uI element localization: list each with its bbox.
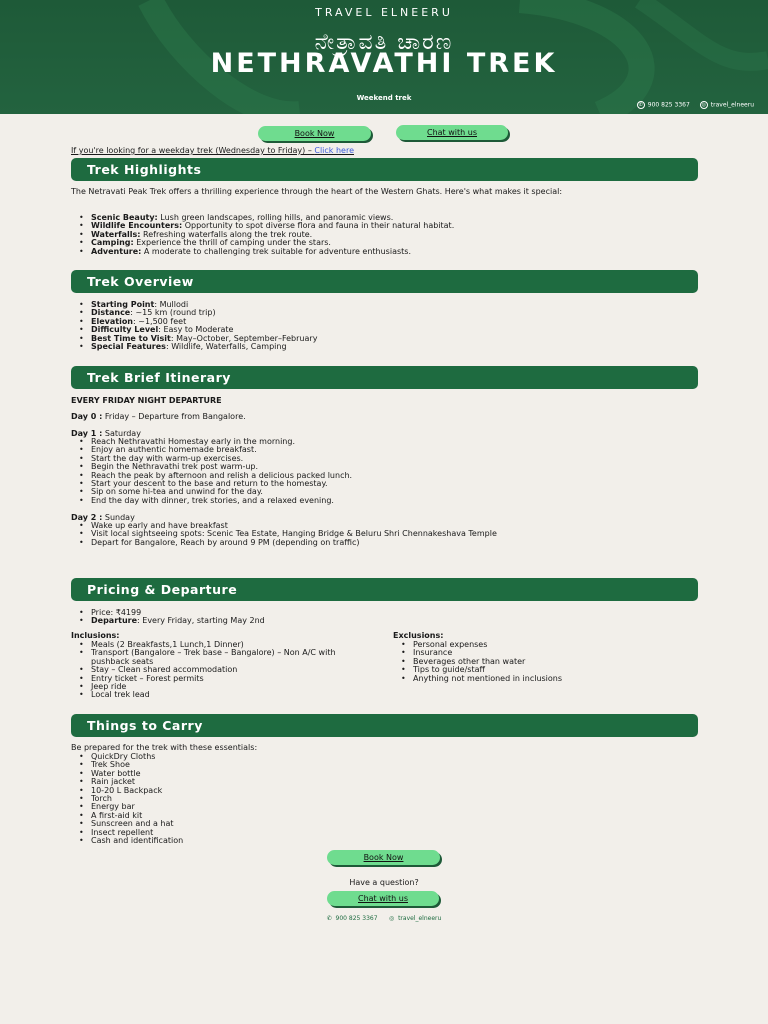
day1-item: • Start your descent to the base and return to the homestay. <box>71 480 698 488</box>
phone-icon: ✆ <box>638 102 643 108</box>
day0-text: Friday – Departure from Bangalore. <box>102 412 246 421</box>
day1-item: • End the day with dinner, trek stories, and a relaxed evening. <box>71 497 698 505</box>
section-heading-overview: Trek Overview <box>71 270 698 293</box>
instagram-icon: ◎ <box>389 915 395 922</box>
overview-item-label: Difficulty Level <box>91 325 159 335</box>
header-phone[interactable] <box>637 101 690 109</box>
page-title: NETHRAVATHI TREK <box>210 48 558 79</box>
carry-item: • Sunscreen and a hat <box>71 820 698 828</box>
weekday-link[interactable]: Click here <box>314 146 355 155</box>
footer-contacts <box>0 915 768 922</box>
overview-item-label: Best Time to Visit <box>91 333 171 343</box>
inclusion-item: • Meals (2 Breakfasts,1 Lunch,1 Dinner) <box>71 641 371 649</box>
day1-item: • Enjoy an authentic homemade breakfast. <box>71 446 698 454</box>
highlight-item-text: Opportunity to spot diverse flora and fauna in their natural habitat. <box>182 221 455 231</box>
day1-item: • Sip on some hi-tea and unwind for the day. <box>71 488 698 496</box>
day0 <box>71 413 246 421</box>
day2-list <box>71 522 671 547</box>
kannada-title: ನೇತ್ರಾವತಿ ಚಾರಣ <box>314 30 454 55</box>
carry-item: • A first-aid kit <box>71 812 698 820</box>
day2-label: Day 2 : <box>71 513 103 522</box>
exclusions-list <box>393 641 693 683</box>
header-phone-text: 900 825 3367 <box>647 101 690 109</box>
departure-label: Departure <box>91 616 138 626</box>
departure-text: : Every Friday, starting May 2nd <box>137 616 265 626</box>
highlight-item-text: Lush green landscapes, rolling hills, and panoramic views. <box>157 213 394 222</box>
overview-item-text: : ~15 km (round trip) <box>130 308 216 318</box>
highlight-item-text: A moderate to challenging trek suitable for adventure enthusiasts. <box>141 246 411 256</box>
day2-item: • Visit local sightseeing spots: Scenic Tea Estate, Hanging Bridge & Beluru Shri Chennakeshava Temple <box>71 530 671 538</box>
highlight-item-label: Waterfalls: <box>91 229 141 239</box>
footer-instagram[interactable] <box>389 915 441 922</box>
overview-item-label: Special Features <box>91 342 166 352</box>
section-heading-itinerary: Trek Brief Itinerary <box>71 366 698 389</box>
day1-label: Day 1 : <box>71 429 103 438</box>
highlights-list <box>71 214 698 256</box>
overview-item-label: Distance <box>91 308 131 318</box>
carry-item: • Rain jacket <box>71 778 698 786</box>
carry-list <box>71 753 698 845</box>
day1-text: Saturday <box>102 429 141 438</box>
day1-item: • Reach Nethravathi Homestay early in the morning. <box>71 438 698 446</box>
footer-phone-text: 900 825 3367 <box>335 915 378 922</box>
page-subtitle: Weekend trek <box>356 94 412 102</box>
exclusion-item: • Tips to guide/staff <box>393 666 693 674</box>
day1-item: • Start the day with warm-up exercises. <box>71 455 698 463</box>
header-instagram-text: travel_elneeru <box>710 101 754 109</box>
day1-list <box>71 438 698 505</box>
carry-item: • Torch <box>71 795 698 803</box>
pricing-list <box>71 609 698 626</box>
phone-icon: ✆ <box>326 915 332 922</box>
footer-phone[interactable] <box>327 915 378 922</box>
section-heading-pricing: Pricing & Departure <box>71 578 698 601</box>
highlights-intro: The Netravati Peak Trek offers a thrilling experience through the heart of the Western Ghats. Here's what makes it special: <box>71 187 563 196</box>
book-now-button-bottom[interactable]: Book Now <box>327 850 440 865</box>
footer-instagram-text: travel_elneeru <box>398 915 442 922</box>
section-heading-carry: Things to Carry <box>71 714 698 737</box>
overview-item-label: Elevation <box>91 316 134 326</box>
exclusion-item: • Anything not mentioned in inclusions <box>393 675 693 683</box>
day1-item: • Begin the Nethravathi trek post warm-up. <box>71 463 698 471</box>
hero-header <box>0 0 768 114</box>
brand-name: TRAVEL ELNEERU <box>315 6 453 19</box>
departure-note: EVERY FRIDAY NIGHT DEPARTURE <box>71 396 222 405</box>
day0-label: Day 0 : <box>71 412 103 421</box>
overview-item <box>71 343 698 351</box>
section-heading-highlights: Trek Highlights <box>71 158 698 181</box>
day2-item: • Wake up early and have breakfast <box>71 522 671 530</box>
highlight-item-label: Camping: <box>91 238 134 248</box>
inclusion-item: • Local trek lead <box>71 691 371 699</box>
carry-intro: Be prepared for the trek with these essentials: <box>71 743 258 752</box>
overview-item-text: : Easy to Moderate <box>158 325 234 335</box>
carry-item: • Cash and identification <box>71 837 698 845</box>
highlight-item-text: Refreshing waterfalls along the trek route. <box>140 229 313 239</box>
day1-item: • Reach the peak by afternoon and relish a delicious packed lunch. <box>71 472 698 480</box>
carry-item: • QuickDry Cloths <box>71 753 698 761</box>
exclusion-item: • Insurance <box>393 649 693 657</box>
top-button-row <box>0 126 768 142</box>
header-instagram[interactable] <box>700 101 754 109</box>
chat-with-us-button-bottom[interactable]: Chat with us <box>327 891 439 906</box>
exclusion-item: • Beverages other than water <box>393 658 693 666</box>
carry-item: • Insect repellent <box>71 829 698 837</box>
overview-item-text: : May–October, September–February <box>170 333 318 343</box>
overview-item-text: : Mullodi <box>154 300 189 309</box>
exclusion-item: • Personal expenses <box>393 641 693 649</box>
carry-item: • Energy bar <box>71 803 698 811</box>
highlight-item-label: Scenic Beauty: <box>91 213 158 222</box>
inclusions-heading: Inclusions: <box>71 631 120 640</box>
highlight-item <box>71 248 698 256</box>
weekday-note <box>71 146 354 155</box>
inclusion-item: • Stay – Clean shared accommodation <box>71 666 371 674</box>
highlight-item-label: Wildlife Encounters: <box>91 221 183 231</box>
inclusion-item: • Jeep ride <box>71 683 371 691</box>
weekday-note-text: If you're looking for a weekday trek (Wednesday to Friday) – <box>71 146 315 155</box>
overview-item-text: : ~1,500 feet <box>133 316 187 326</box>
carry-item: • Water bottle <box>71 770 698 778</box>
overview-list <box>71 301 698 351</box>
departure-item <box>71 617 698 625</box>
exclusions-heading: Exclusions: <box>393 631 444 640</box>
highlight-item-text: Experience the thrill of camping under the stars. <box>133 238 331 248</box>
instagram-icon: ◎ <box>701 102 706 108</box>
price-item: • Price: ₹4199 <box>71 609 698 617</box>
book-now-button[interactable]: Book Now <box>258 126 371 141</box>
question-text: Have a question? <box>349 878 419 887</box>
header-contacts <box>637 101 754 109</box>
chat-with-us-button[interactable]: Chat with us <box>396 125 508 140</box>
carry-item: • 10-20 L Backpack <box>71 787 698 795</box>
overview-item-label: Starting Point <box>91 300 155 309</box>
day2-text: Sunday <box>102 513 135 522</box>
day2-item: • Depart for Bangalore, Reach by around 9 PM (depending on traffic) <box>71 539 671 547</box>
inclusion-item: • Transport (Bangalore – Trek base – Bangalore) – Non A/C with pushback seats <box>71 649 371 666</box>
inclusion-item: • Entry ticket – Forest permits <box>71 675 371 683</box>
carry-item: • Trek Shoe <box>71 761 698 769</box>
highlight-item-label: Adventure: <box>91 246 142 256</box>
overview-item-text: : Wildlife, Waterfalls, Camping <box>165 342 287 352</box>
inclusions-list <box>71 641 371 700</box>
